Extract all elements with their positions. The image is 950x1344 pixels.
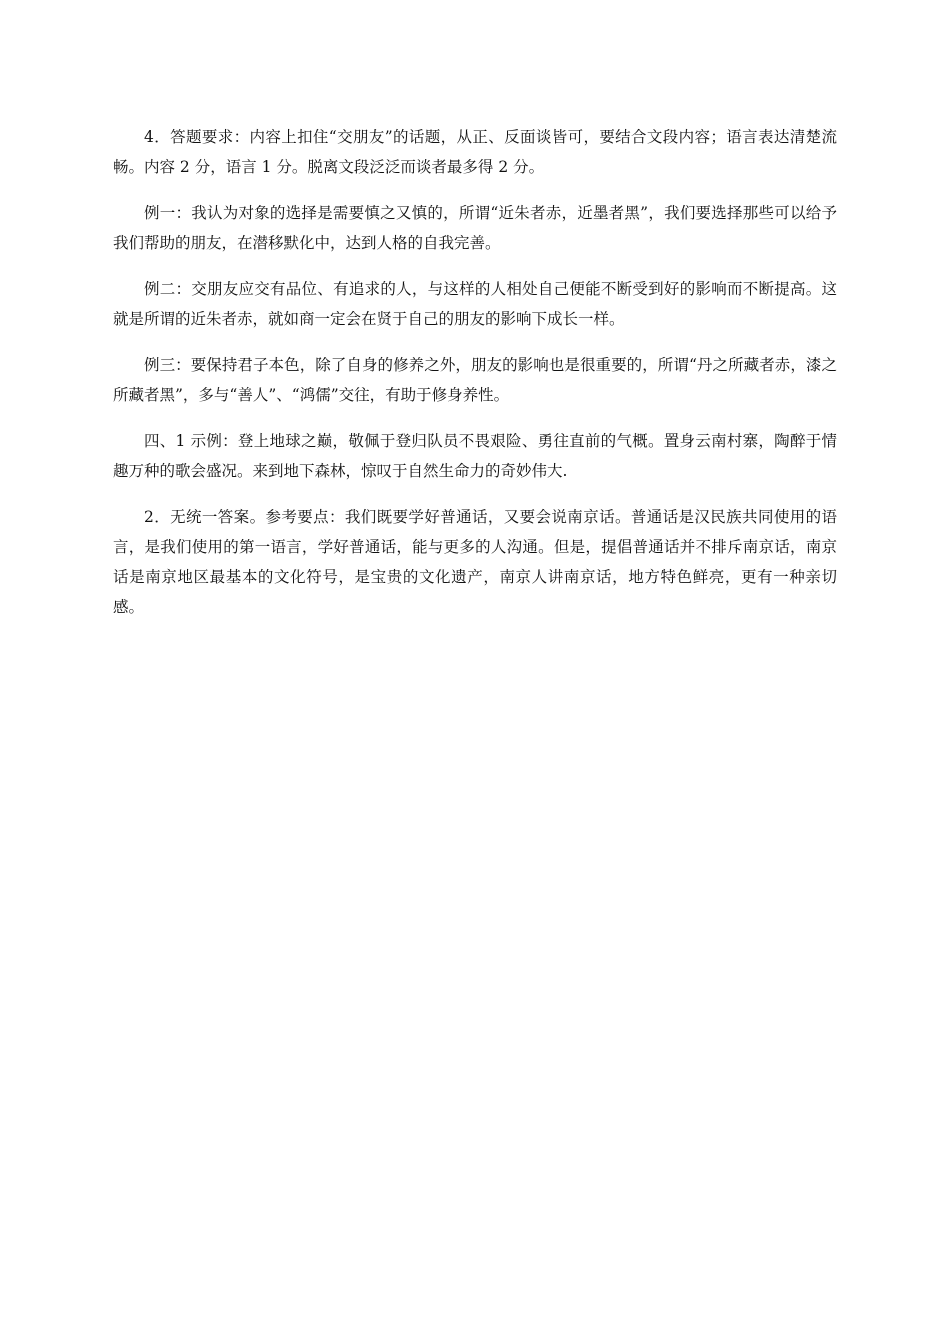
paragraph-answer-4: 4．答题要求：内容上扣住“交朋友”的话题，从正、反面谈皆可，要结合文段内容；语言表达清楚流畅。内容 2 分，语言 1 分。脱离文段泛泛而谈者最多得 2 分。 (113, 128, 837, 176)
paragraph-section-4-item-2: 2．无统一答案。参考要点：我们既要学好普通话，又要会说南京话。普通话是汉民族共同使用的语言，是我们使用的第一语言，学好普通话，能与更多的人沟通。但是，提倡普通话并不排斥南京话，南京话是南京地区最基本的文化符号，是宝贵的文化遗产，南京人讲南京话，地方特色鲜亮，更有一种亲切感。 (113, 508, 837, 616)
paragraph-example-1: 例一：我认为对象的选择是需要慎之又慎的，所谓“近朱者赤，近墨者黑”，我们要选择那些可以给予我们帮助的朋友，在潜移默化中，达到人格的自我完善。 (113, 204, 837, 252)
paragraph-example-2: 例二：交朋友应交有品位、有追求的人，与这样的人相处自己便能不断受到好的影响而不断提高。这就是所谓的近朱者赤，就如商一定会在贤于自己的朋友的影响下成长一样。 (113, 280, 837, 328)
document-page (113, 122, 837, 638)
paragraph-section-4-item-1: 四、1 示例：登上地球之巅，敬佩于登归队员不畏艰险、勇往直前的气概。置身云南村寨，陶醉于情趣万种的歌会盛况。来到地下森林，惊叹于自然生命力的奇妙伟大. (113, 432, 837, 480)
paragraph-example-3: 例三：要保持君子本色，除了自身的修养之外，朋友的影响也是很重要的，所谓“丹之所藏者赤，漆之所藏者黑”，多与“善人”、“鸿儒”交往，有助于修身养性。 (113, 356, 837, 404)
